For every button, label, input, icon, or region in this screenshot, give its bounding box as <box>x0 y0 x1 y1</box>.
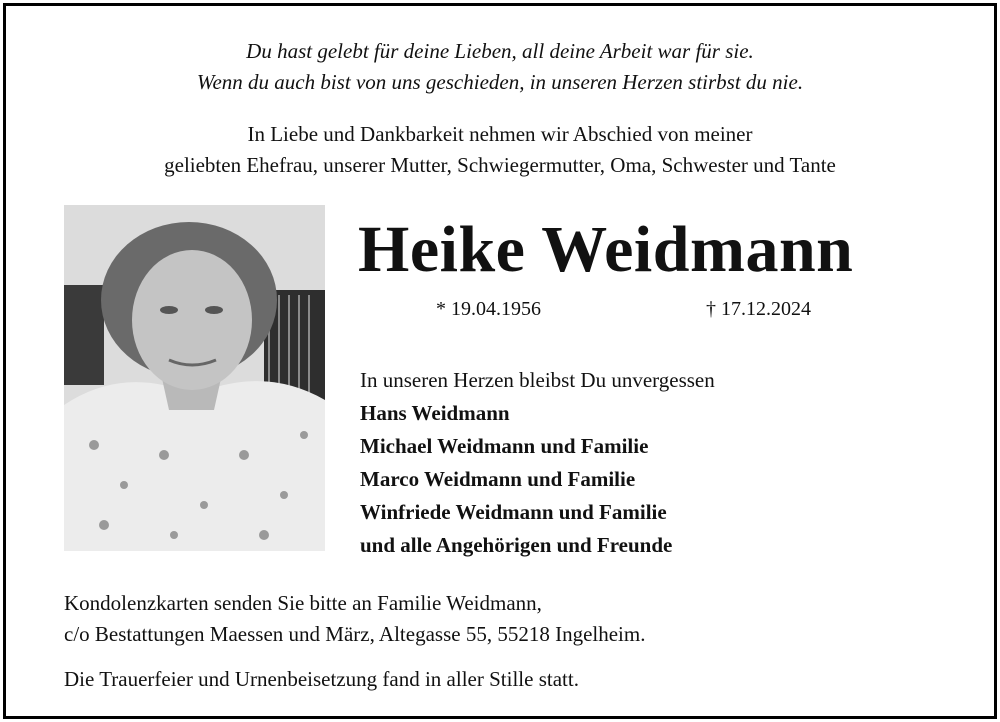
condolence-line-2: c/o Bestattungen Maessen und März, Altegasse 55, 55218 Ingelheim. <box>64 622 646 646</box>
mourners-block <box>360 364 715 562</box>
poem <box>0 36 1000 98</box>
mourner-name: und alle Angehörigen und Freunde <box>360 533 673 557</box>
mourner-name: Hans Weidmann <box>360 401 510 425</box>
intro-text <box>0 119 1000 181</box>
intro-line-1: In Liebe und Dankbarkeit nehmen wir Abschied von meiner <box>247 122 753 146</box>
poem-line-1: Du hast gelebt für deine Lieben, all deine Arbeit war für sie. <box>246 39 754 63</box>
poem-line-2: Wenn du auch bist von uns geschieden, in unseren Herzen stirbst du nie. <box>196 70 804 94</box>
ceremony-note: Die Trauerfeier und Urnenbeisetzung fand in aller Stille statt. <box>64 667 579 691</box>
condolence-note <box>64 588 645 650</box>
death-date: † 17.12.2024 <box>706 298 811 320</box>
mourner-name: Marco Weidmann und Familie <box>360 467 636 491</box>
intro-line-2: geliebten Ehefrau, unserer Mutter, Schwiegermutter, Oma, Schwester und Tante <box>164 153 836 177</box>
deceased-name: Heike Weidmann <box>358 213 854 286</box>
mourner-name: Michael Weidmann und Familie <box>360 434 649 458</box>
mourners-heading: In unseren Herzen bleibst Du unvergessen <box>360 368 715 392</box>
condolence-line-1: Kondolenzkarten senden Sie bitte an Familie Weidmann, <box>64 591 542 615</box>
birth-date: * 19.04.1956 <box>436 298 541 320</box>
mourner-name: Winfriede Weidmann und Familie <box>360 500 667 524</box>
portrait-photo <box>64 205 325 551</box>
